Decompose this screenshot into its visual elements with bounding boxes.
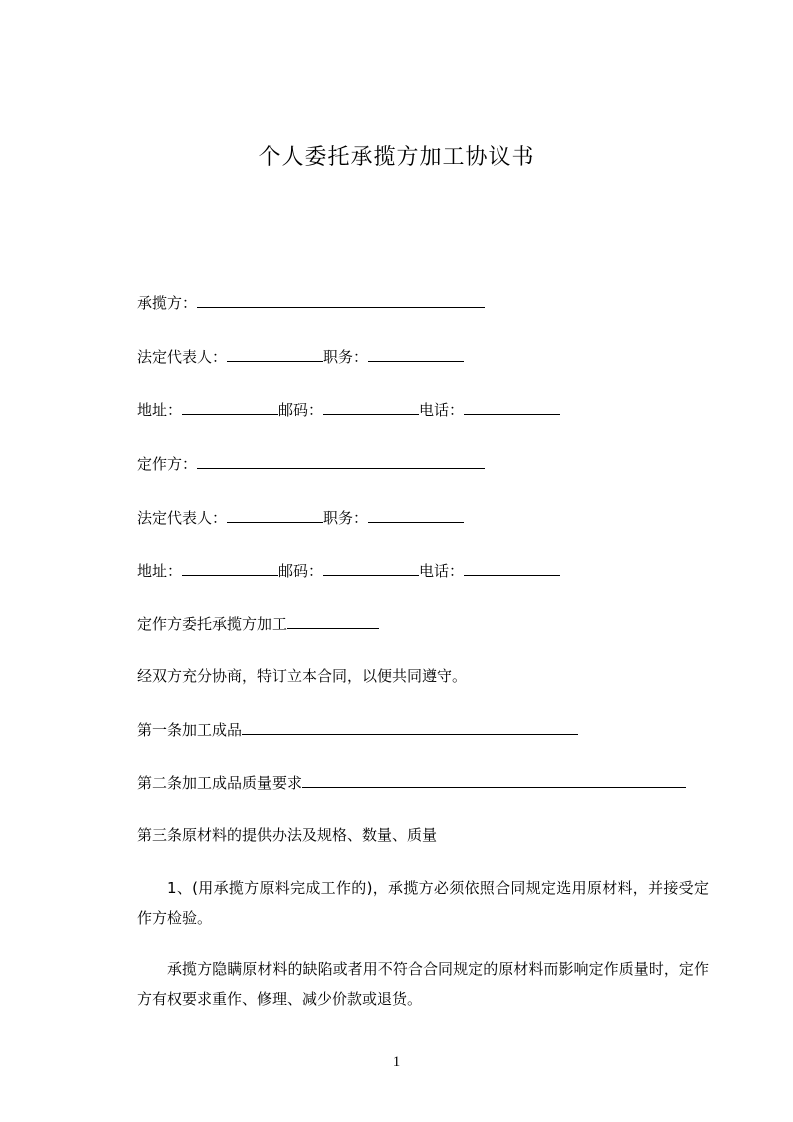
commission-label: 定作方委托承揽方加工 [137,615,288,633]
contractor-postcode-blank[interactable] [323,399,419,415]
contractor-rep-blank[interactable] [227,346,323,362]
contractor-phone-blank[interactable] [464,399,560,415]
commission-line [137,613,379,634]
client-phone-label: 电话： [419,562,465,580]
contractor-label: 承揽方： [137,294,198,312]
contractor-postcode-label: 邮码： [278,401,324,419]
contractor-rep-label: 法定代表人： [137,348,228,366]
contractor-address-label: 地址： [137,401,183,419]
contractor-name-blank[interactable] [197,292,485,308]
client-postcode-blank[interactable] [323,560,419,576]
client-rep-line [137,507,464,528]
page-number: 1 [392,1054,401,1070]
document-title: 个人委托承揽方加工协议书 [258,145,535,170]
client-line [137,453,485,474]
contractor-phone-label: 电话： [419,401,465,419]
client-address-blank[interactable] [182,560,278,576]
client-phone-blank[interactable] [464,560,560,576]
article1-blank[interactable] [242,719,578,735]
client-rep-label: 法定代表人： [137,509,228,527]
client-name-blank[interactable] [197,453,485,469]
contractor-rep-line [137,346,464,367]
client-address-line [137,560,560,581]
article2-label: 第二条加工成品质量要求 [137,774,303,792]
clause1-paragraph: 1、(用承揽方原料完成工作的)，承揽方必须依照合同规定选用原材料，并接受定作方检验。 [137,879,709,927]
article2-blank[interactable] [302,772,686,788]
article2-line [137,772,686,793]
contractor-line [137,292,485,313]
client-label: 定作方： [137,455,198,473]
agreement-statement: 经双方充分协商，特订立本合同，以便共同遵守。 [137,667,468,685]
contractor-address-line [137,399,560,420]
client-rep-blank[interactable] [227,507,323,523]
article3-heading: 第三条原材料的提供办法及规格、数量、质量 [137,826,438,844]
contractor-address-blank[interactable] [182,399,278,415]
article1-label: 第一条加工成品 [137,721,243,739]
client-position-label: 职务： [323,509,369,527]
contractor-position-blank[interactable] [368,346,464,362]
contractor-position-label: 职务： [323,348,369,366]
commission-blank[interactable] [287,613,379,629]
clause2-paragraph: 承揽方隐瞒原材料的缺陷或者用不符合合同规定的原材料而影响定作质量时，定作方有权要求重作、修理、减少价款或退货。 [137,960,709,1008]
client-postcode-label: 邮码： [278,562,324,580]
article1-line [137,719,578,740]
client-position-blank[interactable] [368,507,464,523]
client-address-label: 地址： [137,562,183,580]
